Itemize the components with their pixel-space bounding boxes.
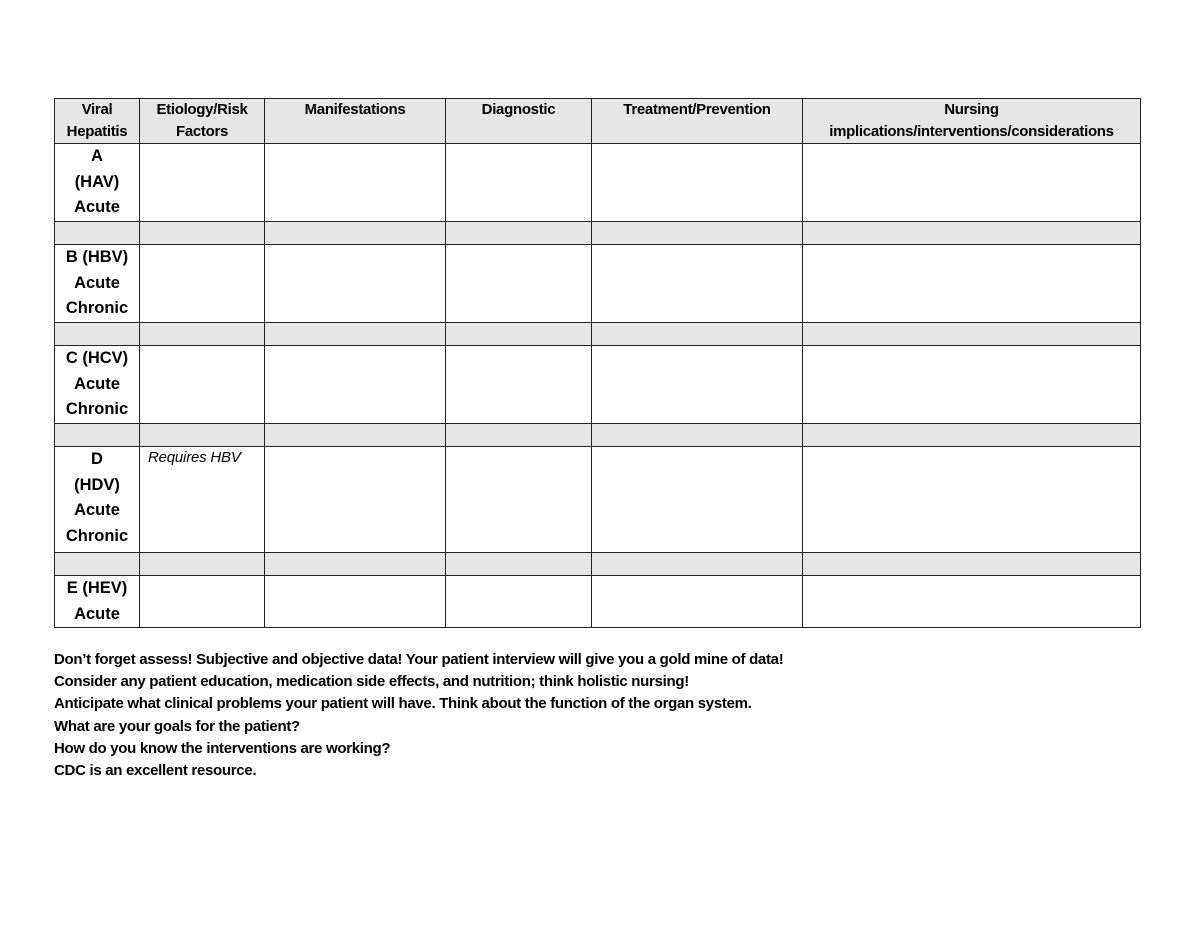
virus-label-line: B (HBV) [65,248,129,266]
virus-label-line: Acute [74,604,120,623]
header-etiology-risk-factors [140,99,265,144]
virus-label-line: Acute [74,198,120,216]
diagnostic-cell[interactable] [446,447,592,553]
diagnostic-cell[interactable] [446,144,592,222]
header-line: Factors [175,123,229,140]
header-diagnostic [446,99,592,144]
etiology-cell[interactable] [140,144,265,222]
etiology-note: Requires HBV [148,449,241,466]
spacer-row [55,553,1141,576]
nursing-cell[interactable] [803,447,1141,553]
header-nursing-implications [803,99,1141,144]
nursing-cell[interactable] [803,245,1141,323]
header-viral-hepatitis [55,99,140,144]
virus-label-line: A [91,147,103,165]
header-line: Treatment/Prevention [623,101,771,118]
table-row-hepatitis-d [55,447,1141,553]
header-line: Viral [81,101,113,118]
nursing-cell[interactable] [803,346,1141,424]
header-line: implications/interventions/considerations [829,123,1114,140]
manifestations-cell[interactable] [265,447,446,553]
etiology-cell[interactable] [140,447,265,553]
virus-label-cell [55,447,140,553]
note-line: How do you know the interventions are working? [54,739,391,757]
manifestations-cell[interactable] [265,346,446,424]
spacer-row [55,424,1141,447]
manifestations-cell[interactable] [265,144,446,222]
virus-label-line: C (HCV) [65,349,129,367]
treatment-cell[interactable] [592,144,803,222]
table-row-hepatitis-b [55,245,1141,323]
header-line: Diagnostic [481,101,556,118]
note-line: Anticipate what clinical problems your patient will have. Think about the function of the organ system. [54,695,752,713]
etiology-cell[interactable] [140,245,265,323]
header-treatment-prevention [592,99,803,144]
treatment-cell[interactable] [592,576,803,628]
virus-label-line: D [91,450,103,468]
table-row-hepatitis-c [55,346,1141,424]
virus-label-cell [55,576,140,628]
virus-label-cell [55,245,140,323]
header-line: Hepatitis [66,123,128,140]
virus-label-line: E (HEV) [66,579,128,597]
diagnostic-cell[interactable] [446,245,592,323]
diagnostic-cell[interactable] [446,346,592,424]
virus-label-line: Chronic [65,299,129,317]
etiology-cell[interactable] [140,576,265,628]
hepatitis-worksheet-table [54,98,1141,628]
reminder-notes [54,649,1054,782]
virus-label-line: (HAV) [74,172,120,191]
manifestations-cell[interactable] [265,576,446,628]
nursing-cell[interactable] [803,144,1141,222]
virus-label-cell [55,144,140,222]
header-row [55,99,1141,144]
virus-label-line: Acute [74,501,120,519]
header-line: Etiology/Risk [156,101,248,118]
note-line: Don’t forget assess! Subjective and objective data! Your patient interview will give you a gold mine of data! [54,651,784,668]
treatment-cell[interactable] [592,245,803,323]
note-line: CDC is an excellent resource. [54,762,257,780]
treatment-cell[interactable] [592,447,803,553]
table-row-hepatitis-a [55,144,1141,222]
spacer-row [55,222,1141,245]
nursing-cell[interactable] [803,576,1141,628]
virus-label-cell [55,346,140,424]
note-line: Consider any patient education, medication side effects, and nutrition; think holistic nursing! [54,673,689,691]
header-manifestations [265,99,446,144]
spacer-row [55,323,1141,346]
header-line: Manifestations [304,101,406,118]
header-line: Nursing [944,101,999,118]
virus-label-line: Chronic [65,526,129,545]
manifestations-cell[interactable] [265,245,446,323]
etiology-cell[interactable] [140,346,265,424]
treatment-cell[interactable] [592,346,803,424]
virus-label-line: (HDV) [74,475,120,494]
virus-label-line: Acute [74,273,120,292]
virus-label-line: Acute [74,374,120,393]
diagnostic-cell[interactable] [446,576,592,628]
note-line: What are your goals for the patient? [54,717,300,735]
table-row-hepatitis-e [55,576,1141,628]
virus-label-line: Chronic [65,400,129,418]
